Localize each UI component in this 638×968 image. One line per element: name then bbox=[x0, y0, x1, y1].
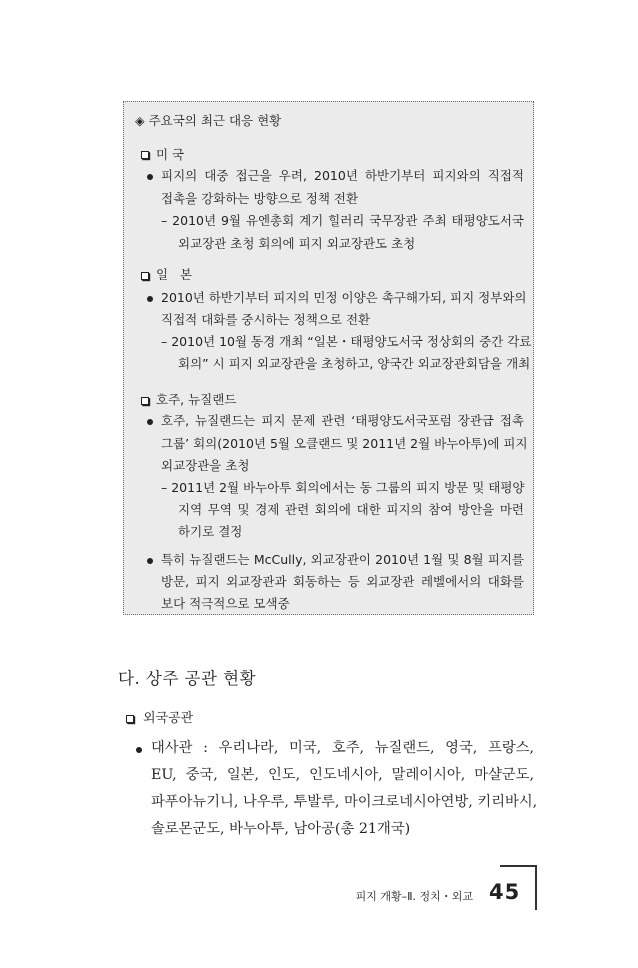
embassy-list-line: 대사관 : 우리나라, 미국, 호주, 뉴질랜드, 영국, 프랑스, bbox=[151, 740, 534, 756]
paragraph-line: 특히 뉴질랜드는 McCully, 외교장관이 2010년 1월 및 8월 피지를 bbox=[161, 552, 524, 567]
paragraph-line: 직접적 대화를 중시하는 정책으로 전환 bbox=[161, 312, 371, 327]
page-corner-mark bbox=[500, 865, 537, 867]
section-heading-us: 미 국 bbox=[156, 147, 185, 162]
checkbox-square-icon bbox=[141, 151, 149, 159]
dash-line: 회의” 시 피지 외교장관을 초청하고, 양국간 외교장관회담을 개최 bbox=[178, 356, 531, 371]
bullet-dot-icon bbox=[136, 747, 142, 753]
dash-line: – 2010년 10월 동경 개최 “일본・태평양도서국 정상회의 중간 각료 bbox=[161, 334, 532, 349]
checkbox-square-icon bbox=[141, 272, 149, 280]
section-heading: 다. 상주 공관 현황 bbox=[118, 669, 257, 688]
paragraph-line: 그룹’ 회의(2010년 5월 오클랜드 및 2011년 2월 바누아투)에 피지 bbox=[161, 436, 528, 451]
bullet-dot-icon bbox=[147, 296, 153, 302]
paragraph-line: 외교장관을 초청 bbox=[161, 458, 250, 473]
status-box bbox=[123, 101, 534, 615]
bullet-dot-icon bbox=[147, 558, 153, 564]
dash-line: 외교장관 초청 회의에 피지 외교장관도 초청 bbox=[178, 236, 416, 251]
paragraph-line: 2010년 하반기부터 피지의 민정 이양은 촉구해가되, 피지 정부와의 bbox=[161, 290, 527, 305]
paragraph-line: 방문, 피지 외교장관과 회동하는 등 외교장관 레벨에서의 대화를 bbox=[161, 574, 524, 589]
checkbox-square-icon bbox=[141, 397, 149, 405]
embassy-list-line: 솔로몬군도, 바누아투, 남아공(총 21개국) bbox=[151, 821, 411, 837]
running-title: 피지 개황–Ⅱ. 정치・외교 bbox=[355, 890, 473, 903]
dash-line: – 2011년 2월 바누아투 회의에서는 동 그룹의 피지 방문 및 태평양 bbox=[161, 480, 525, 495]
dash-line: – 2010년 9월 유엔총회 계기 힐러리 국무장관 주최 태평양도서국 bbox=[161, 213, 524, 228]
bullet-dot-icon bbox=[147, 174, 153, 180]
subsection-heading: 외국공관 bbox=[143, 711, 194, 726]
paragraph-line: 접촉을 강화하는 방향으로 정책 전환 bbox=[161, 191, 359, 206]
dash-line: 지역 무역 및 경제 관련 회의에 대한 피지의 참여 방안을 마련 bbox=[178, 502, 524, 517]
embassy-list-line: EU, 중국, 일본, 인도, 인도네시아, 말레이시아, 마샬군도, bbox=[151, 767, 534, 783]
bullet-dot-icon bbox=[147, 419, 153, 425]
dash-line: 하기로 결정 bbox=[178, 524, 243, 539]
section-heading-aus-nz: 호주, 뉴질랜드 bbox=[156, 392, 237, 407]
embassy-list-line: 파푸아뉴기니, 나우루, 투발루, 마이크로네시아연방, 키리바시, bbox=[151, 794, 538, 810]
section-heading-japan: 일 본 bbox=[156, 267, 193, 282]
paragraph-line: 호주, 뉴질랜드는 피지 문제 관련 ‘태평양도서국포럼 장관급 접촉 bbox=[161, 413, 524, 428]
box-title: ◈ 주요국의 최근 대응 현황 bbox=[135, 113, 282, 128]
paragraph-line: 피지의 대중 접근을 우려, 2010년 하반기부터 피지와의 직접적 bbox=[161, 168, 524, 183]
paragraph-line: 보다 적극적으로 모색중 bbox=[161, 596, 290, 611]
page-corner-mark bbox=[535, 865, 537, 910]
checkbox-square-icon bbox=[126, 715, 134, 723]
page-number: 45 bbox=[489, 880, 521, 904]
